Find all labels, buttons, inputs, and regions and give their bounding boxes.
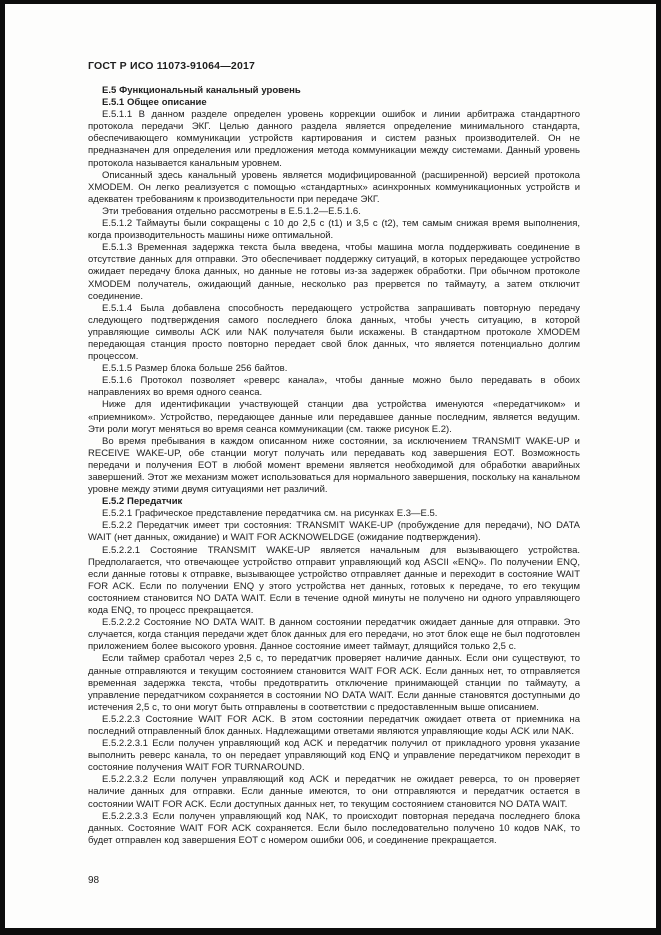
paragraph: Е.5.1.2 Таймауты были сокращены с 10 до 2,5 с (t1) и 3,5 с (t2), тем самым снижая время выполнения, когда производительность машины ниже оптимальной. <box>88 218 580 242</box>
paragraph: Если таймер сработал через 2,5 с, то передатчик проверяет наличие данных. Если они существуют, то данные отправляются и текущим состоянием становится WAIT FOR ACK. Если данных нет, то отправляется временная задержка текста, чтобы предотвратить отключение принимающей станции по таймауту, а управление передатчиком сохраняется в состоянии NO DATA WAIT. Если данные становятся доступными до истечения 2,5 с, то они могут быть отправлены в соответствии с предоставленным выше описанием. <box>88 653 580 713</box>
document-standard-header: ГОСТ Р ИСО 11073-91064—2017 <box>88 60 256 72</box>
paragraph: Описанный здесь канальный уровень является модифицированной (расширенной) версией протокола XMODEM. Он легко реализуется с помощью «стандартных» асинхронных коммуникационных устройств и адекватен требованиям к производительности при передаче ЭКГ. <box>88 169 580 205</box>
paragraph: Е.5.1.5 Размер блока больше 256 байтов. <box>102 363 288 375</box>
paragraph: Е.5.2.2.1 Состояние TRANSMIT WAKE-UP является начальным для вызывающего устройства. Предполагается, что отвечающее устройство отправит управляющий код ASCII «ENQ». По получении ENQ, если данные готовы к отправке, вызывающее устройство отправляет данные и переходит в состояние WAIT FOR ACK. Если по получении ENQ у этого устройства нет данных, готовых к передаче, то его текущим состоянием становится NO DATA WAIT. Если в течение одной минуты не получено ни одного управляющего кода ENQ, то процесс прекращается. <box>88 544 580 617</box>
paragraph: Во время пребывания в каждом описанном ниже состоянии, за исключением TRANSMIT WAKE-UP и RECEIVE WAKE-UP, обе станции могут получать или передавать код завершения EOT. Возможность передачи и получения EOT в любой момент времени является необходимой для обработки аварийных завершений. Этот же механизм может использоваться для нормального завершения, поскольку на канальном уровне между этими двумя ситуациями нет различий. <box>88 435 580 496</box>
section-heading: Е.5.2 Передатчик <box>102 496 183 508</box>
section-heading: Е.5.1 Общее описание <box>102 97 207 109</box>
paragraph: Е.5.2.2.3.2 Если получен управляющий код ACK и передатчик не ожидает реверса, то он проверяет наличие данных для отправки. Если данные имеются, то они отправляются и передатчик остается в состоянии WAIT FOR ACK. Если доступных данных нет, то текущим состоянием становится NO DATA WAIT. <box>88 774 580 810</box>
paragraph: Е.5.2.2 Передатчик имеет три состояния: TRANSMIT WAKE-UP (пробуждение для передачи), NO DATA WAIT (нет данных, ожидание) и WAIT FOR ACKNOWELDGE (ожидание подтверждения). <box>88 520 580 544</box>
paragraph: Е.5.1.3 Временная задержка текста была введена, чтобы машина могла поддерживать соединение в отсутствие данных для отправки. Это обеспечивает поддержку ситуаций, в которых передающее устройство ожидает передачу блока данных, но данные не готовы из-за задержек обработки. При обычном протоколе XMODEM получатель, ожидающий данные, несколько раз прервется по таймауту, а затем отключит соединение. <box>88 242 580 302</box>
paragraph: Е.5.2.2.3 Состояние WAIT FOR ACK. В этом состоянии передатчик ожидает ответа от приемника на последний отправленный блок данных. Надлежащими ответами являются управляющие коды ACK или NAK. <box>88 713 580 737</box>
paragraph: Е.5.2.1 Графическое представление передатчика см. на рисунках Е.3—Е.5. <box>102 508 438 520</box>
paragraph: Эти требования отдельно рассмотрены в Е.5.1.2—Е.5.1.6. <box>102 205 361 217</box>
paragraph: Е.5.1.4 Была добавлена способность передающего устройства запрашивать повторную передачу следующего подтверждения самого последнего блока данных, чтобы учесть ситуацию, в которой управляющие символы ACK или NAK получателя были искажены. В стандартном протоколе XMODEM передающая станция просто повторно передает свой блок данных, что является потенциально долгим процессом. <box>88 302 580 363</box>
document-page <box>5 4 656 928</box>
page-content-area <box>5 4 656 847</box>
paragraph: Е.5.1.6 Протокол позволяет «реверс канала», чтобы данные можно было передавать в обоих направлениях во время одного сеанса. <box>88 375 580 399</box>
section-heading: Е.5 Функциональный канальный уровень <box>102 85 301 96</box>
paragraph: Е.5.1.1 В данном разделе определен уровень коррекции ошибок и линии арбитража стандартного протокола передачи ЭКГ. Целью данного раздела является определение минимального стандарта, обеспечивающего коммуникации устройств картирования и систем разных производителей. Он не предназначен для определения или предложения метода коммуникации между системами. Данный уровень протокола называется канальным уровнем. <box>88 109 580 169</box>
page-number: 98 <box>88 875 100 886</box>
paragraph: Ниже для идентификации участвующей станции два устройства именуются «передатчиком» и «приемником». Устройство, передающее данные или передавшее данные последним, является ведущим. Эти роли могут меняться во время сеанса коммуникации (см. также рисунок Е.2). <box>88 399 580 435</box>
document-body <box>88 85 580 847</box>
paragraph: Е.5.2.2.3.1 Если получен управляющий код ACK и передатчик получил от прикладного уровня указание выполнить реверс канала, то он передает управляющий код ENQ и управление передатчиком переходит в состояние получения WAIT FOR TURNAROUND. <box>88 738 580 774</box>
paragraph: Е.5.2.2.2 Состояние NO DATA WAIT. В данном состоянии передатчик ожидает данные для отправки. Это случается, когда станция передачи ждет блок данных для его передачи, но этот блок еще не был подготовлен приложением более высокого уровня. Данное состояние имеет таймаут, длящийся только 2,5 с. <box>88 617 580 653</box>
paragraph: Е.5.2.2.3.3 Если получен управляющий код NAK, то происходит повторная передача последнего блока данных. Состояние WAIT FOR ACK сохраняется. Если было последовательно получено 10 кодов NAK, то будет отправлен код завершения EOT с номером ошибки 006, и соединение прекращается. <box>88 810 580 846</box>
